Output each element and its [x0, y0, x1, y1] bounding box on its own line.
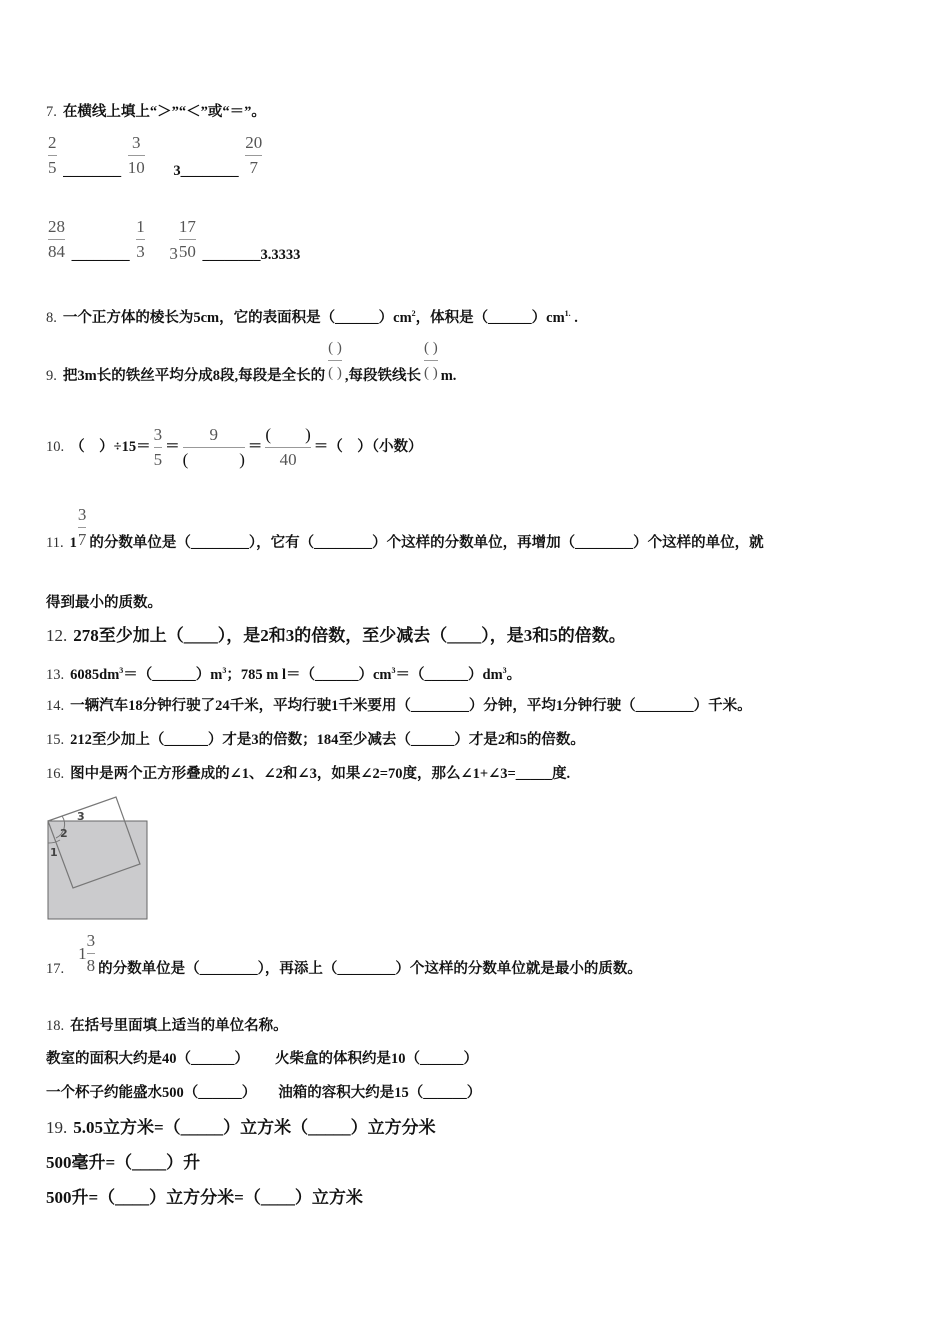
question-18-row-1: [46, 1049, 478, 1069]
fraction: $\frac{20}{7}$: [245, 133, 263, 177]
question-19-line: 500毫升=（____）升: [46, 1153, 201, 1172]
question-19: 19. 5.05立方米=（_____）立方米（_____）立方分米: [46, 1118, 436, 1137]
fraction: $\frac{1}{3}$: [136, 217, 145, 261]
answer-blank[interactable]: ________: [180, 163, 239, 179]
overlapping-squares-figure: [0, 0, 200, 930]
question-16: 16. 图中是两个正方形叠成的∠1、∠2和∠3，如果∠2=70度，那么∠1+∠3=_____度.: [46, 766, 571, 782]
question-18-item: 油箱的容积大约是15（______）: [278, 1085, 482, 1101]
question-7-title: 7. 在横线上填上“＞”“＜”或“＝”。: [46, 104, 266, 120]
fraction-blank[interactable]: ( ) 40: [265, 425, 311, 469]
question-11-continued: 得到最小的质数。: [46, 595, 162, 611]
question-18-item: 一个杯子约能盛水500（______）: [46, 1085, 257, 1101]
answer-blank[interactable]: ________: [71, 247, 130, 263]
question-11: 11. 1 $\frac{3}{7}$ 的分数单位是（________），它有（________）个这样的分数单位，再增加（________）个这样的单位，就: [46, 505, 764, 551]
fraction: $\frac{2}{5}$: [48, 133, 57, 177]
decimal-value: 3.3333: [260, 247, 301, 263]
answer-blank[interactable]: ________: [202, 247, 261, 263]
answer-blank[interactable]: ________: [63, 163, 122, 179]
question-10: 10. （ ）÷15＝ $\frac{3}{5}$ ＝ 9 ( ) ＝ ( ) 40 ＝（ ）（小数）: [46, 425, 423, 469]
question-19-line: 500升=（____）立方分米=（____）立方米: [46, 1188, 363, 1207]
equals-sign: ＝: [165, 438, 180, 455]
fraction: $\frac{17}{50}$: [178, 217, 196, 261]
fraction: $\frac{3}{8}$: [86, 931, 96, 975]
fraction: $\frac{3}{10}$: [127, 133, 145, 177]
question-12: 12. 278至少加上（____），是2和3的倍数，至少减去（____），是3和5的倍数。: [46, 626, 626, 645]
question-18-item: 火柴盒的体积约是10（______）: [275, 1051, 478, 1067]
angle-label-1: 1: [50, 846, 58, 859]
question-18-title: 18. 在括号里面填上适当的单位名称。: [46, 1018, 288, 1034]
fraction: $\frac{3}{7}$: [77, 505, 87, 549]
fraction-blank[interactable]: ( ) ( ): [328, 340, 342, 381]
mixed-whole: 1: [78, 944, 87, 963]
question-13: 13. $6085dm^3=(\_\_\_\_\_\_)m^3$；785 m $l=(\_\_\_\_\_\_)cm^3=(\_\_\_\_\_\_)dm^3$。: [46, 666, 522, 683]
fraction-blank[interactable]: 9 ( ): [182, 425, 245, 469]
angle-label-3: 3: [77, 810, 85, 823]
fraction: $\frac{28}{84}$: [48, 217, 65, 261]
angle-label-2: 2: [60, 827, 68, 840]
question-18-row-2: [46, 1083, 481, 1103]
question-15: 15. 212至少加上（______）才是3的倍数；184至少减去（______）才是2和5的倍数。: [46, 732, 585, 748]
question-18-item: 教室的面积大约是40（______）: [46, 1051, 249, 1067]
fraction-blank[interactable]: ( ) ( ): [423, 340, 438, 381]
whole-number: 3: [173, 163, 181, 179]
question-10-tail: ＝（ ）（小数）: [313, 438, 423, 455]
question-8: 8. 一个正方体的棱长为5cm，它的表面积是$(\_\_\_\_\_\_)cm^2$，体积是$(\_\_\_\_\_\_)cm^{1.}$ .: [46, 309, 578, 326]
equals-sign: ＝: [247, 438, 263, 455]
question-9: 9. 把3m长的铁丝平均分成8段,每段是全长的 ( ) ( ) ,每段铁线长 ( ) ( ) m.: [46, 337, 456, 386]
mixed-whole: 3: [169, 244, 178, 263]
question-14: 14. 一辆汽车18分钟行驶了24千米，平均行驶1千米要用（________）分钟，平均1分钟行驶（________）千米。: [46, 698, 752, 714]
question-17: 17.1 $\frac{3}{8}$ 的分数单位是（________），再添上（________）个这样的分数单位就是最小的质数。: [46, 931, 642, 977]
fraction: $\frac{3}{5}$: [153, 425, 163, 469]
